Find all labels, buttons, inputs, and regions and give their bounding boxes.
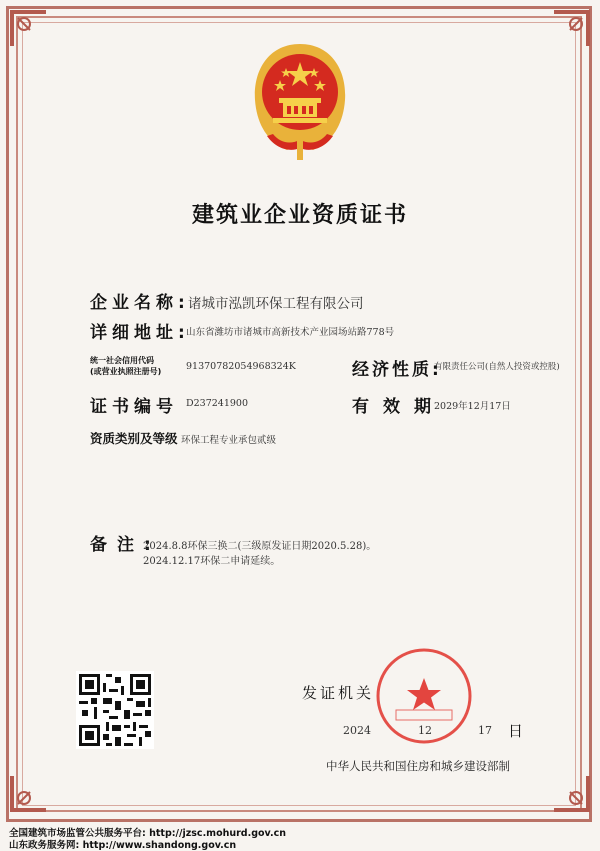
address-value: 山东省潍坊市诸城市高新技术产业园场站路778号: [186, 327, 395, 338]
qualification-label: 资质类别及等级: [90, 431, 178, 446]
company-name-value: 诸城市泓凯环保工程有限公司: [188, 296, 364, 312]
issuer-name: 中华人民共和国住房和城乡建设部制: [326, 759, 510, 773]
cert-number-value: D237241900: [186, 398, 249, 409]
company-name-label: 企业名称:: [90, 293, 190, 313]
economic-nature-label: 经济性质:: [352, 360, 442, 380]
footer-service-url: 山东政务服务网: http://www.shandong.gov.cn: [9, 840, 237, 851]
credit-code-label-line1: 统一社会信用代码: [90, 356, 154, 365]
national-emblem-icon: [247, 40, 353, 166]
remarks-line-2: 2024.12.17环保二申请延续。: [143, 556, 281, 567]
credit-code-value: 91370782054968324K: [186, 361, 296, 372]
remarks-line-1: 2024.8.8环保三换二(三级原发证日期2020.5.28)。: [143, 541, 377, 552]
corner-ornament-icon: [8, 774, 48, 814]
qualification-value: 环保工程专业承包贰级: [181, 435, 277, 446]
footer-platform-url: 全国建筑市场监管公共服务平台: http://jzsc.mohurd.gov.cn: [9, 828, 286, 839]
certificate-title: 建筑业企业资质证书: [191, 203, 408, 228]
issue-month: 12: [418, 724, 432, 737]
cert-number-label: 证书编号: [90, 397, 178, 417]
remarks-label: 备注:: [90, 535, 161, 555]
validity-value: 2029年12月17日: [434, 401, 511, 412]
issue-year: 2024: [343, 724, 371, 737]
issuing-authority-label: 发证机关: [302, 684, 375, 702]
corner-ornament-icon: [8, 8, 48, 48]
address-label: 详细地址:: [90, 323, 190, 343]
issue-day: 17: [478, 724, 492, 737]
corner-ornament-icon: [552, 8, 592, 48]
qr-code: [76, 671, 154, 749]
issue-day-char: 日: [508, 722, 524, 740]
credit-code-label: [90, 355, 161, 377]
corner-ornament-icon: [552, 774, 592, 814]
credit-code-label-line2: (或营业执照注册号): [90, 367, 162, 376]
economic-nature-value: 有限责任公司(自然人投资或控股): [434, 362, 560, 372]
validity-label: 有效期: [352, 397, 445, 417]
